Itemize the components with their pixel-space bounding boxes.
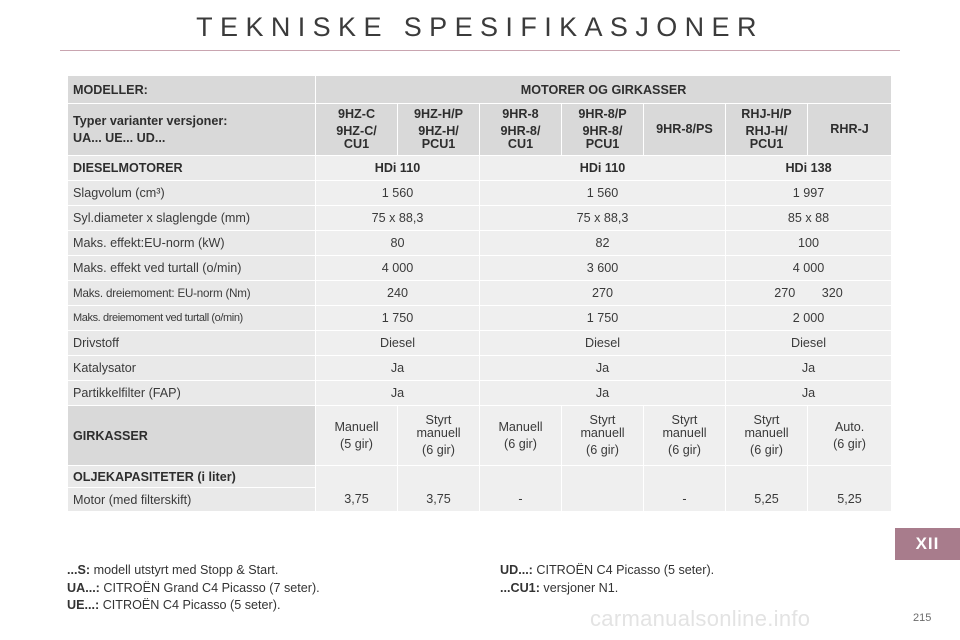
oil-value: 5,25 (808, 466, 892, 512)
table-row (68, 356, 892, 381)
row-value: 320 (821, 286, 843, 300)
table-row (68, 206, 892, 231)
table-row (68, 306, 892, 331)
gearbox-row (68, 406, 892, 466)
row-value: Ja (726, 381, 892, 406)
row-value: Diesel (316, 331, 480, 356)
row-value: 3 600 (480, 256, 726, 281)
variant-types-row (68, 104, 892, 156)
variant-cell: 9HR-8 9HR-8/ CU1 (480, 104, 562, 156)
diesel-engines-label: DIESELMOTORER (68, 156, 316, 181)
variant-cell: 9HZ-C 9HZ-C/ CU1 (316, 104, 398, 156)
row-value: 1 560 (316, 181, 480, 206)
row-value: Ja (480, 381, 726, 406)
row-value: 75 x 88,3 (480, 206, 726, 231)
engine-name: HDi 110 (316, 156, 480, 181)
oil-value: - (480, 466, 562, 512)
footnotes-right (500, 562, 714, 597)
oil-value: 3,75 (398, 466, 480, 512)
variant-types-label: Typer varianter versjoner: UA... UE... UD... (68, 104, 316, 156)
row-value: 75 x 88,3 (316, 206, 480, 231)
row-value: 1 997 (726, 181, 892, 206)
variant-cell: 9HZ-H/P 9HZ-H/ PCU1 (398, 104, 480, 156)
oil-motor-label: Motor (med filterskift) (68, 488, 316, 512)
oil-value (562, 466, 644, 512)
footnote: ...CU1: versjoner N1. (500, 580, 619, 595)
gearbox-cell: Manuell (5 gir) (316, 406, 398, 466)
row-value: Diesel (726, 331, 892, 356)
gearbox-cell: Manuell (6 gir) (480, 406, 562, 466)
row-value: 100 (726, 231, 892, 256)
row-value: 82 (480, 231, 726, 256)
row-value: 270 (480, 281, 726, 306)
row-label: Maks. dreiemoment: EU-norm (Nm) (68, 281, 316, 306)
oil-capacity-label: OLJEKAPASITETER (i liter) (68, 466, 316, 488)
row-value: 80 (316, 231, 480, 256)
row-value: 4 000 (316, 256, 480, 281)
variant-cell: RHJ-H/P RHJ-H/ PCU1 (726, 104, 808, 156)
row-value: 270 (774, 286, 796, 300)
table-row (68, 256, 892, 281)
row-value: 240 (316, 281, 480, 306)
footnote: ...S: modell utstyrt med Stopp & Start. (67, 563, 279, 577)
gearbox-cell: Styrt manuell (6 gir) (644, 406, 726, 466)
table-row (68, 231, 892, 256)
gearbox-cell: Styrt manuell (6 gir) (726, 406, 808, 466)
row-value: Ja (316, 356, 480, 381)
footnotes-left (67, 562, 320, 615)
page-title: TEKNISKE SPESIFIKASJONER (196, 12, 764, 42)
row-value: Diesel (480, 331, 726, 356)
gearbox-cell: Styrt manuell (6 gir) (562, 406, 644, 466)
engines-header: MOTORER OG GIRKASSER (316, 76, 892, 104)
table-row (68, 281, 892, 306)
oil-value: - (644, 466, 726, 512)
row-value: Ja (316, 381, 480, 406)
watermark: carmanualsonline.info (590, 606, 811, 631)
row-value: 4 000 (726, 256, 892, 281)
row-value: Ja (480, 356, 726, 381)
section-tab: XII (895, 528, 960, 560)
row-value: 1 560 (480, 181, 726, 206)
row-label: Katalysator (68, 356, 316, 381)
title-divider (60, 50, 900, 51)
table-header-row (68, 76, 892, 104)
row-label: Maks. dreiemoment ved turtall (o/min) (68, 306, 316, 331)
table-row (68, 331, 892, 356)
variant-cell: 9HR-8/PS (644, 104, 726, 156)
table-row (68, 381, 892, 406)
oil-value: 3,75 (316, 466, 398, 512)
page-number: 215 (913, 612, 932, 624)
row-label: Syl.diameter x slaglengde (mm) (68, 206, 316, 231)
oil-value: 5,25 (726, 466, 808, 512)
diesel-engines-row (68, 156, 892, 181)
row-label: Slagvolum (cm³) (68, 181, 316, 206)
row-value: 1 750 (480, 306, 726, 331)
gearbox-cell: Auto. (6 gir) (808, 406, 892, 466)
specifications-table (67, 75, 892, 512)
table-row (68, 181, 892, 206)
row-value: 2 000 (726, 306, 892, 331)
row-label: Drivstoff (68, 331, 316, 356)
engine-name: HDi 138 (726, 156, 892, 181)
footnote: UA...: CITROËN Grand C4 Picasso (7 seter). (67, 580, 320, 595)
footnote: UE...: CITROËN C4 Picasso (5 seter). (67, 598, 281, 612)
footnote: UD...: CITROËN C4 Picasso (5 seter). (500, 563, 715, 577)
row-value: 1 750 (316, 306, 480, 331)
gearbox-label: GIRKASSER (68, 406, 316, 466)
engine-name: HDi 110 (480, 156, 726, 181)
variant-cell: 9HR-8/P 9HR-8/ PCU1 (562, 104, 644, 156)
models-header: MODELLER: (68, 76, 316, 104)
row-label: Maks. effekt:EU-norm (kW) (68, 231, 316, 256)
oil-capacity-header-row (68, 466, 892, 488)
row-value: 85 x 88 (726, 206, 892, 231)
variant-cell: RHR-J (808, 104, 892, 156)
row-value: Ja (726, 356, 892, 381)
row-label: Partikkelfilter (FAP) (68, 381, 316, 406)
gearbox-cell: Styrt manuell (6 gir) (398, 406, 480, 466)
row-label: Maks. effekt ved turtall (o/min) (68, 256, 316, 281)
row-value-split (726, 281, 892, 306)
